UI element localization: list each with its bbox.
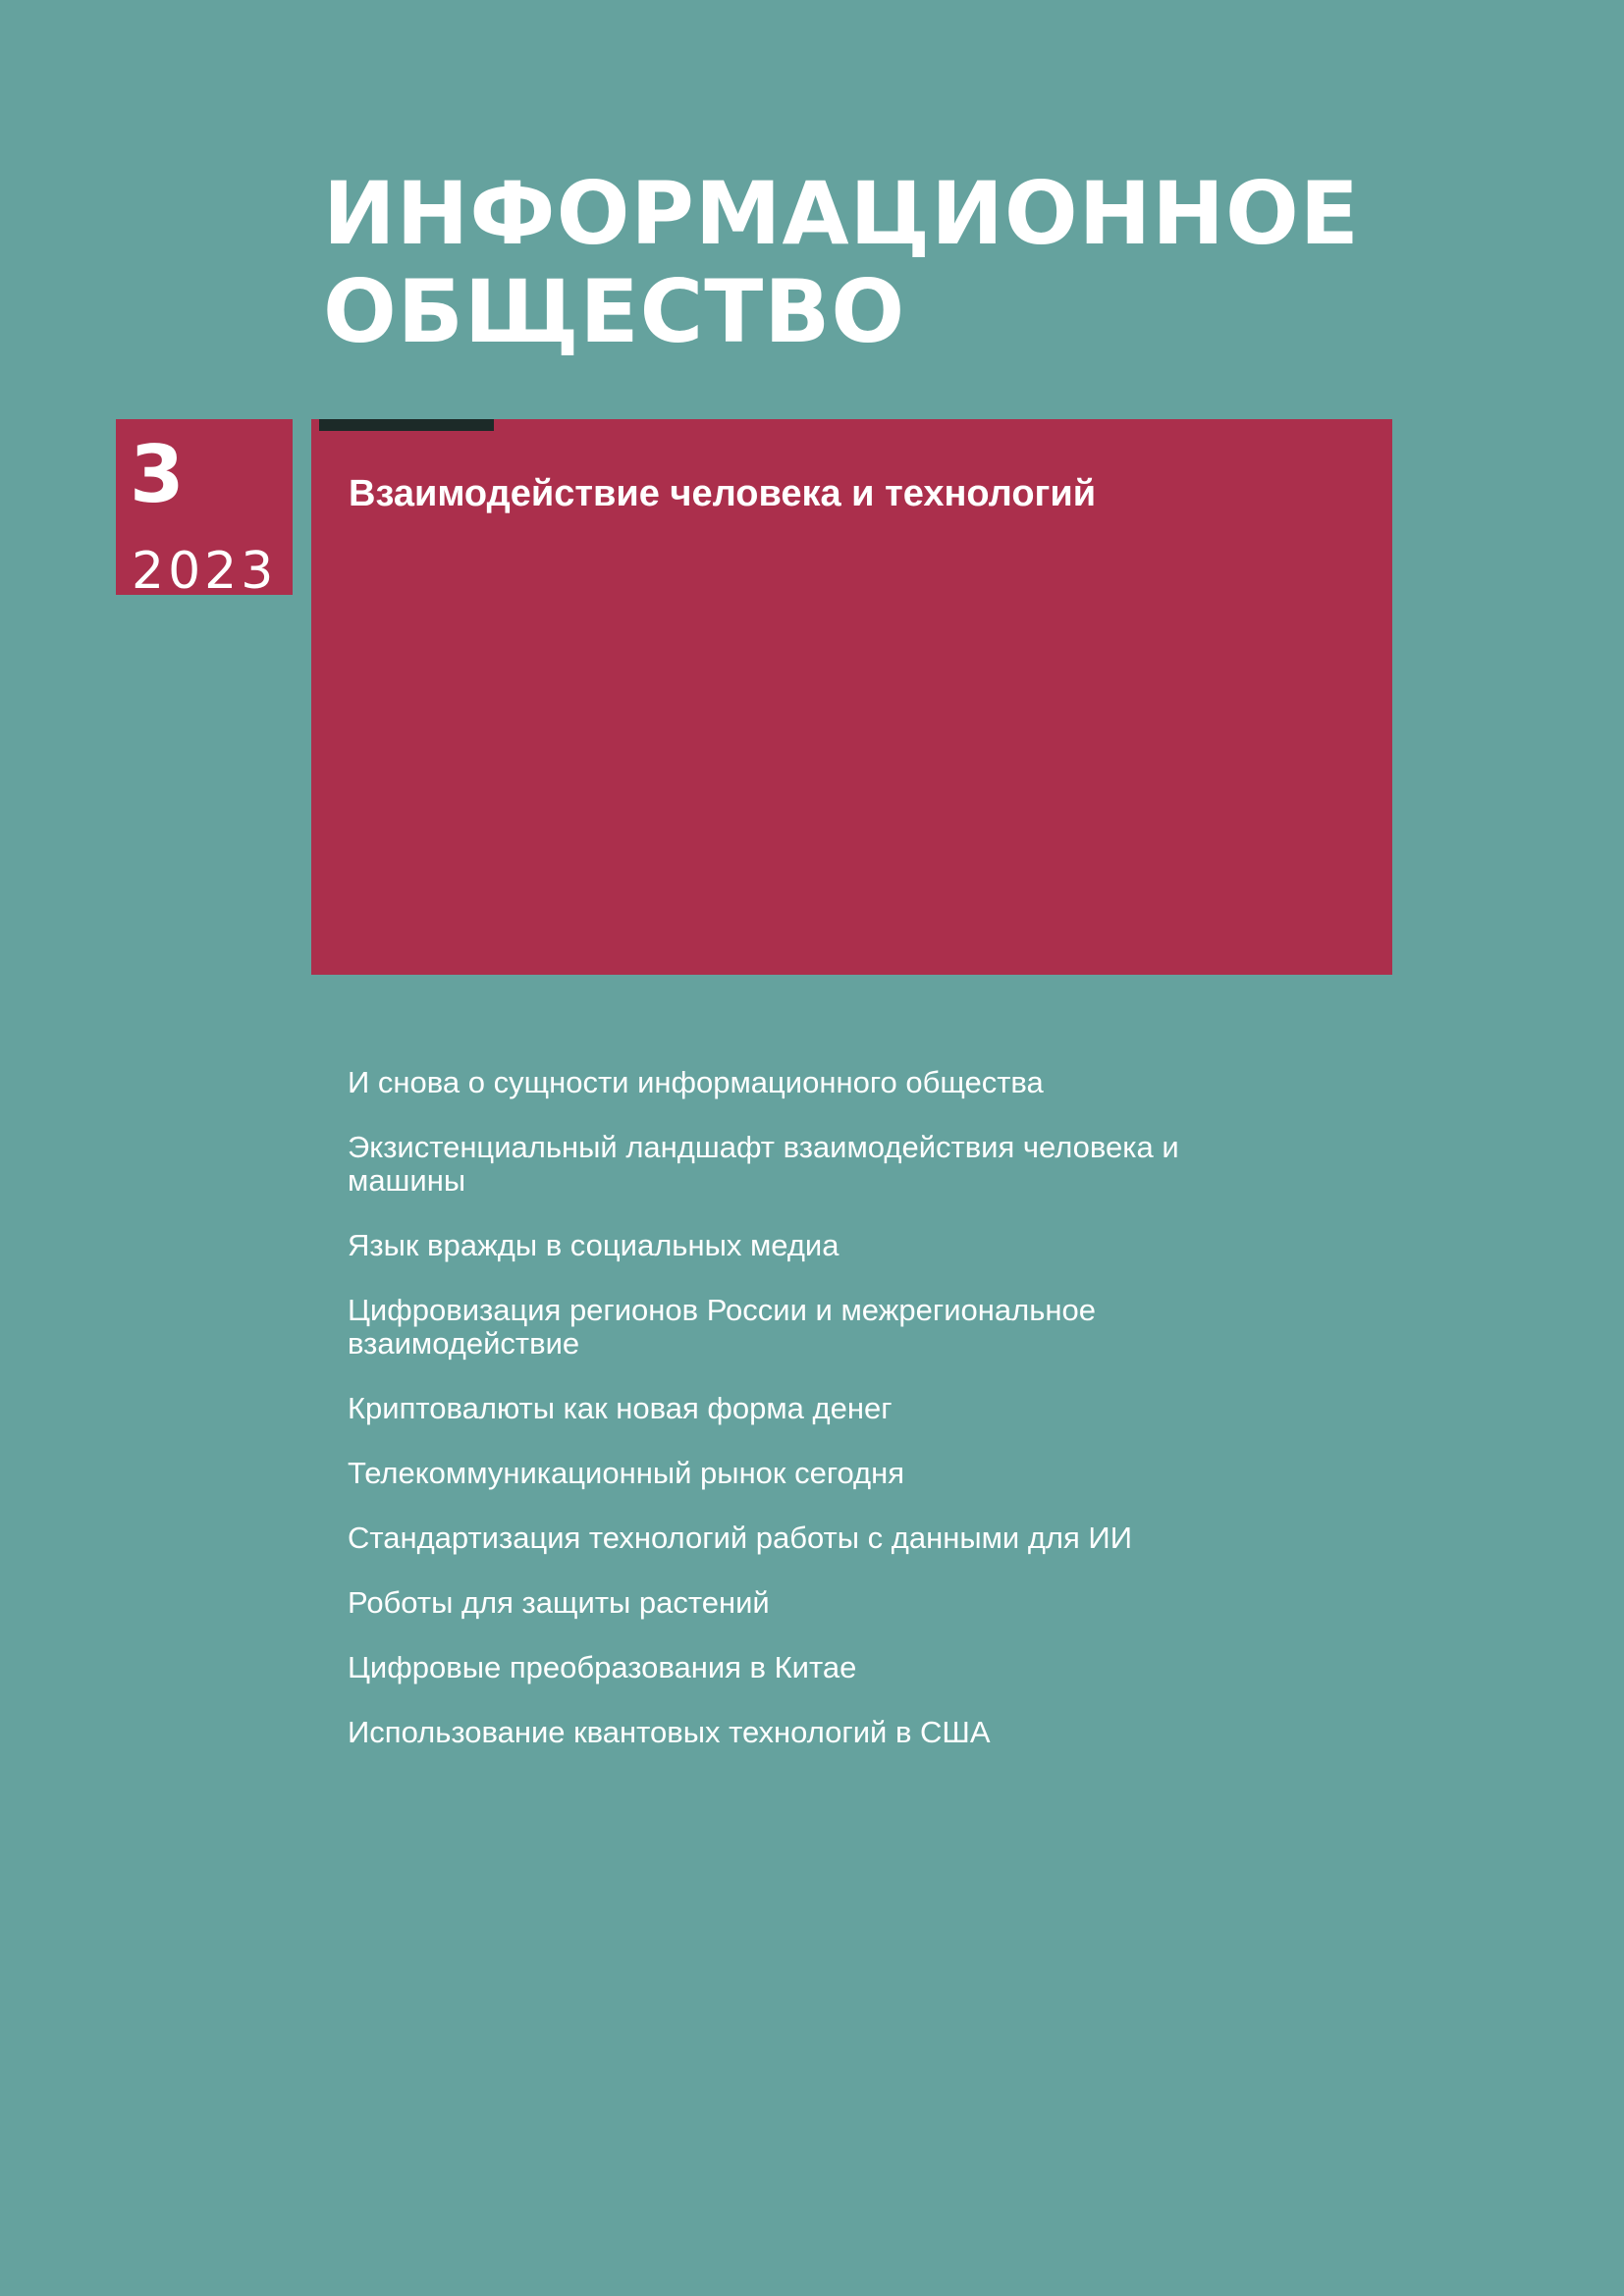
accent-bar <box>319 419 494 431</box>
journal-title-line-1: ИНФОРМАЦИОННОЕ <box>323 163 1360 264</box>
table-of-contents <box>348 1066 1231 1781</box>
issue-badge <box>116 419 293 601</box>
contents-item: Экзистенциальный ландшафт взаимодействия человека и машины <box>348 1130 1179 1198</box>
contents-item: Стандартизация технологий работы с данными для ИИ <box>348 1521 1132 1555</box>
issue-number: 3 <box>130 429 185 520</box>
contents-item: И снова о сущности информационного общества <box>348 1065 1044 1099</box>
contents-item: Использование квантовых технологий в США <box>348 1715 991 1749</box>
contents-item: Цифровизация регионов России и межрегиональное взаимодействие <box>348 1293 1096 1361</box>
feature-theme: Взаимодействие человека и технологий <box>349 473 1097 514</box>
journal-title <box>323 165 1360 361</box>
contents-item: Язык вражды в социальных медиа <box>348 1228 839 1262</box>
journal-title-line-2: ОБЩЕСТВО <box>323 261 906 362</box>
feature-panel <box>311 419 1392 975</box>
contents-item: Криптовалюты как новая форма денег <box>348 1391 893 1425</box>
issue-year: 2023 <box>132 542 278 601</box>
contents-item: Роботы для защиты растений <box>348 1585 770 1620</box>
contents-item: Телекоммуникационный рынок сегодня <box>348 1456 905 1490</box>
contents-item: Цифровые преобразования в Китае <box>348 1650 857 1684</box>
